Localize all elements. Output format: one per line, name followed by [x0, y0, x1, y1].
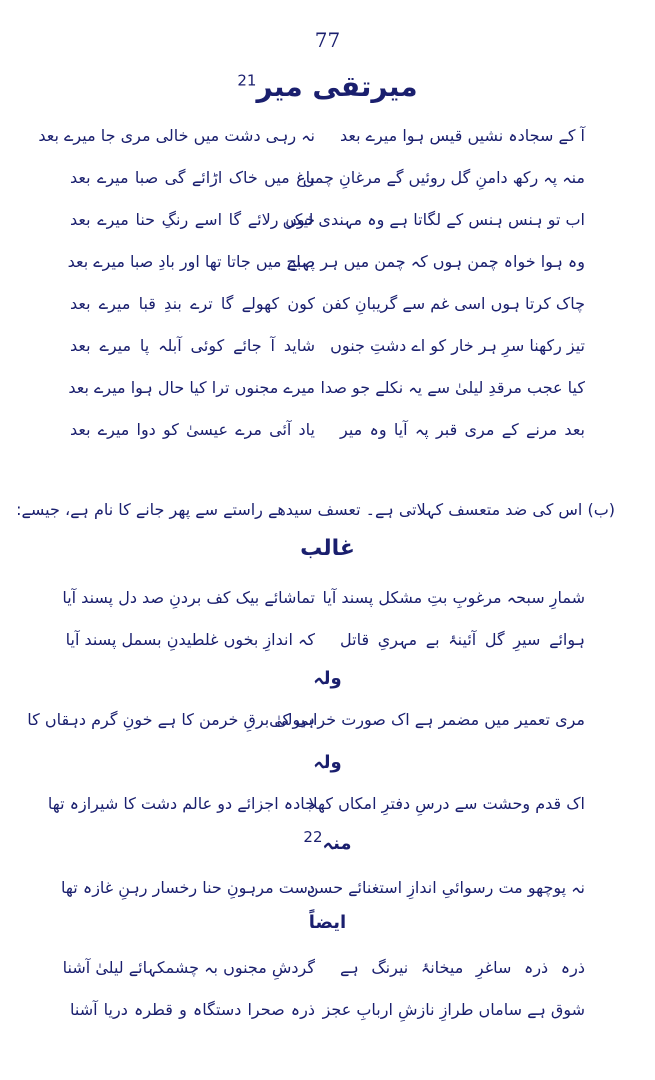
couplet-first-line: آ کے سجادہ نشیں قیس ہوا میرے بعد [339, 125, 585, 145]
couplet-first-line: کیا عجب مرقدِ لیلیٰ سے یہ نکلے جو صدا [320, 377, 585, 397]
couplet-second-line: پہلے میں جاتا تھا اور بادِ صبا میرے بعد [67, 251, 315, 271]
couplet-second-line: دست مرہونِ حنا رخسار رہنِ غازہ تھا [61, 877, 315, 897]
section-title-text: میرتقی میر [256, 70, 418, 103]
couplet-first-line: تیز رکھنا سرِ ہر خار کو اے دشتِ جنوں [330, 335, 585, 355]
couplet-first-line: ذرہ ذرہ ساغرِ میخانۂ نیرنگ ہے [340, 957, 585, 977]
walahu-couplet-block [47, 782, 585, 824]
couplet-second-line: ذرہ صحرا دستگاہ و قطرہ دریا آشنا [70, 999, 315, 1019]
couplet-second-line: کہ اندازِ بخوں غلطیدنِ بسمل پسند آیا [65, 629, 315, 649]
couplet-first-line: چاک کرتا ہوں اسی غم سے گریبانِ کفن [321, 293, 585, 313]
couplet [70, 408, 585, 450]
couplet-first-line: وہ ہوا خواہ چمن ہوں کہ چمن میں ہر صبح [286, 251, 585, 271]
couplet-second-line: یاد آئی مرے عیسیٰ کو دوا میرے بعد [70, 419, 315, 439]
minhu-title-text: منہ [322, 833, 352, 854]
couplet-second-line: شاید آ جائے کوئی آبلہ پا میرے بعد [70, 335, 315, 355]
couplet [47, 782, 585, 824]
couplet [62, 946, 585, 988]
prose-paragraph: (ب) اس کی ضد متعسف کہلاتی ہے۔ تعسف سیدھے راستے سے پھر جانے کا نام ہے، جیسے: [16, 500, 615, 519]
section-title [0, 70, 655, 103]
couplet [70, 282, 585, 324]
couplet [38, 114, 585, 156]
couplet-first-line: ہوائے سیرِ گل آئینۂ بے مہریِ قاتل [340, 629, 585, 649]
mir-couplets [38, 114, 585, 450]
walahu-title: ولہ [313, 752, 342, 773]
section-footnote: 21 [237, 71, 257, 90]
couplet-first-line: منہ پہ رکھ دامنِ گل روئیں گے مرغانِ چمن [302, 167, 585, 187]
couplet-first-line: نہ پوچھو مت رسوائیِ اندازِ استغنائے حسن [306, 877, 585, 897]
couplet-first-line: اب تو ہنس ہنس کے لگاتا ہے وہ مہندی لیکن [282, 209, 585, 229]
couplet-second-line: ہیولیٰ برقِ خرمن کا ہے خونِ گرم دہقاں کا [27, 709, 315, 729]
couplet-second-line: نہ رہی دشت میں خالی مری جا میرے بعد [38, 125, 315, 145]
couplet-first-line: اک قدم وحشت سے درسِ دفترِ امکاں کھلا [308, 793, 585, 813]
couplet-first-line: شوق ہے ساماں طرازِ نازشِ اربابِ عجز [322, 999, 585, 1019]
couplet [70, 366, 585, 408]
walahu-title: ولہ [313, 668, 342, 689]
couplet [27, 698, 585, 740]
couplet-second-line: خوں رلائے گا اسے رنگِ حنا میرے بعد [70, 209, 315, 229]
minhu-footnote: 22 [303, 828, 323, 846]
couplet-first-line: شمارِ سبحہ مرغوبِ بتِ مشکل پسند آیا [322, 587, 585, 607]
ghalib-title: غالب [300, 536, 355, 561]
couplet [67, 240, 585, 282]
couplet-second-line: باغ میں خاک اڑائے گی صبا میرے بعد [70, 167, 315, 187]
page-number: 77 [314, 28, 341, 52]
couplet [70, 988, 585, 1030]
minhu-title [0, 828, 655, 854]
walahu-couplet-block [27, 698, 585, 740]
aizan-couplets [62, 946, 585, 1030]
couplet-second-line: میرے مجنوں ترا کیا حال ہوا میرے بعد [68, 377, 315, 397]
couplet [70, 198, 585, 240]
couplet [61, 866, 585, 908]
couplet-second-line: گردشِ مجنوں بہ چشمکہائے لیلیٰ آشنا [62, 957, 315, 977]
couplet [70, 324, 585, 366]
minhu-couplet-block [61, 866, 585, 908]
couplet-first-line: بعد مرنے کے مری قبر پہ آیا وہ میر [340, 419, 585, 439]
couplet-second-line: تماشائے بیک کف بردنِ صد دل پسند آیا [62, 587, 315, 607]
couplet-second-line: جادہ اجزائے دو عالم دشت کا شیرازہ تھا [47, 793, 315, 813]
ghalib-couplets [62, 576, 585, 660]
couplet [62, 576, 585, 618]
couplet-second-line: کون کھولے گا ترے بندِ قبا میرے بعد [70, 293, 315, 313]
couplet [65, 618, 585, 660]
couplet [70, 156, 585, 198]
aizan-title: ایضاً [308, 912, 347, 933]
couplet-first-line: مری تعمیر میں مضمر ہے اک صورت خرابی کی [269, 709, 585, 729]
